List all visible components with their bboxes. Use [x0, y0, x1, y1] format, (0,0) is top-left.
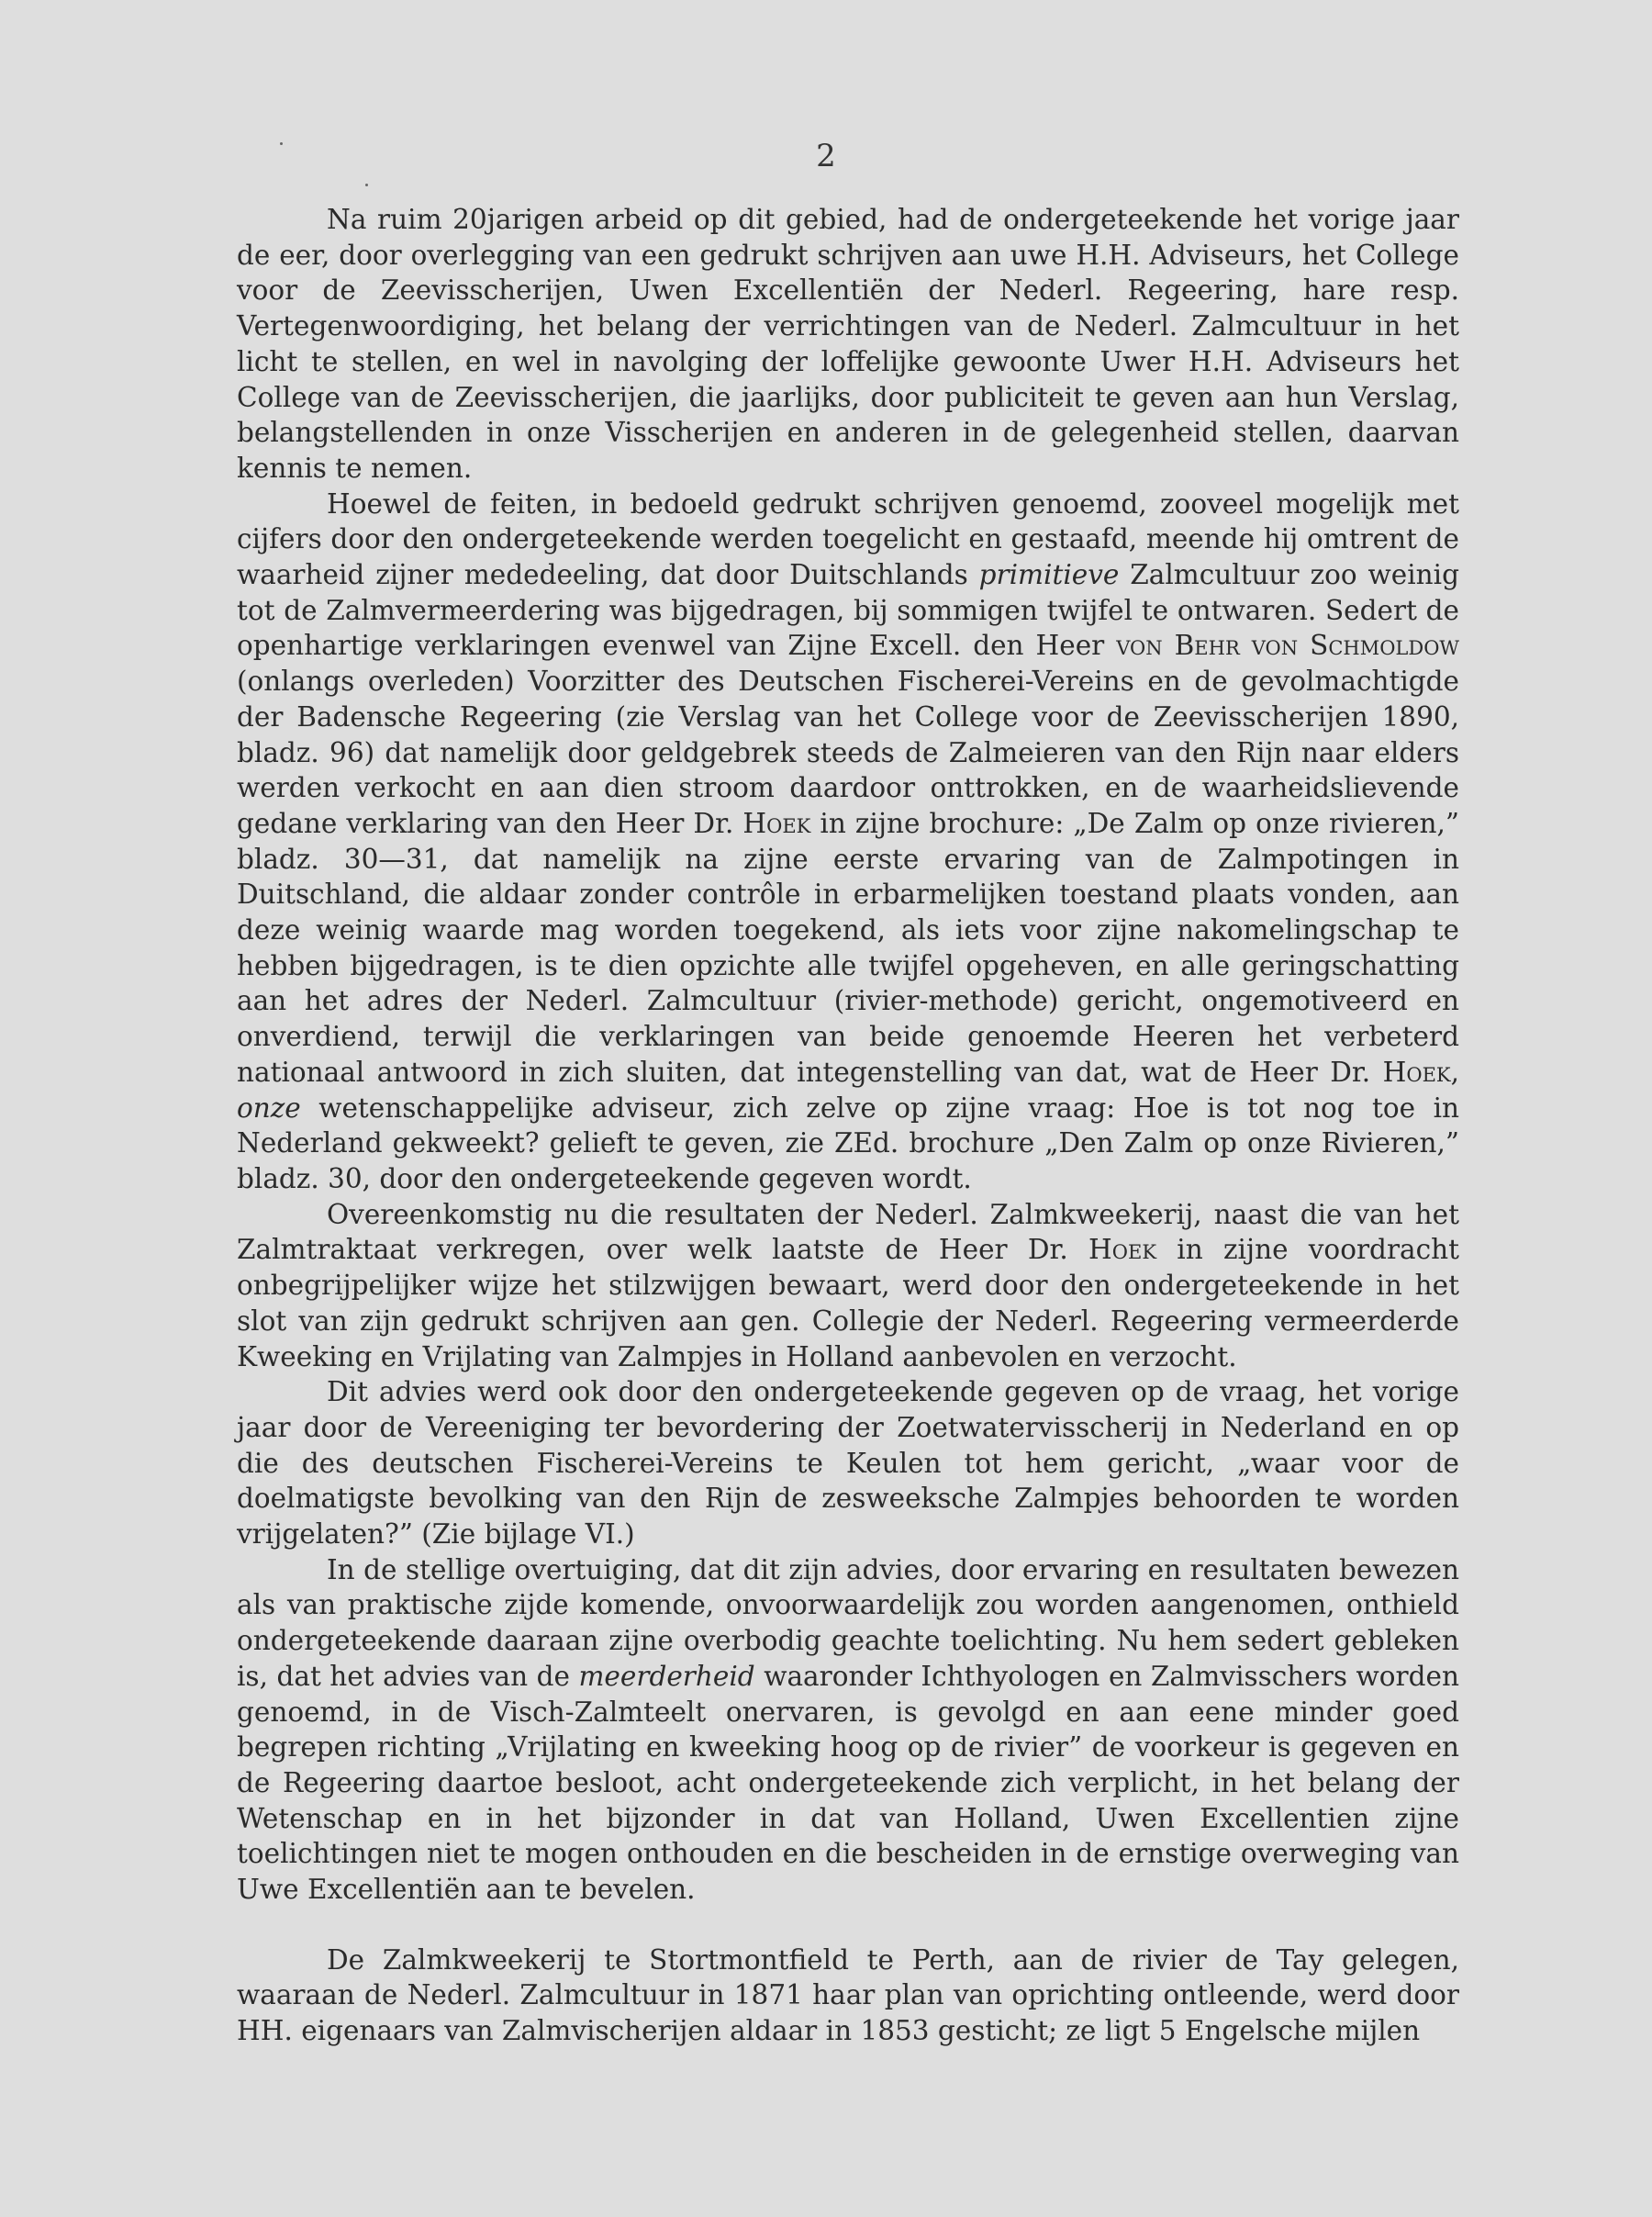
text-run: Hoewel de feiten, in bedoeld gedrukt schrijven genoemd, zooveel mogelijk met cijfers door den ondergeteekende werden toegelicht en gestaafd, meende hij omtrent de waarheid zijner mededeeling, dat door Duitschlands [237, 487, 1459, 591]
text-run: (onlangs overleden) Voorzitter des Deutschen Fischerei-Vereins en de gevolmachtigde der Badensche Regeering (zie Verslag van het College voor de Zeevisscherijen 1890, bladz. 96) dat namelijk door geldgebrek steeds de Zalmeieren van den Rijn naar elders werden verkocht en aan dien stroom daardoor onttrokken, en de waarheidslievende gedane verklaring van den Heer Dr. [237, 666, 1459, 839]
paragraph [237, 1374, 1459, 1552]
page-number: 2 [816, 138, 836, 174]
text-run: Zalmcultuur zoo weinig tot de Zalmvermeerdering was bijgedragen, bij sommigen twijfel te ontwaren. Sedert de openhartige verklaringen evenwel van Zijne Excell. den Heer [237, 559, 1460, 662]
small-caps-name: Hoek [1088, 1234, 1157, 1266]
text-run: Overeenkomstig nu die resultaten der Nederl. Zalmkweekerij, naast die van het Zalmtraktaat verkregen, over welk laatste de Heer Dr. [237, 1198, 1459, 1266]
italic-text: meerderheid [578, 1660, 755, 1692]
text-run: Dit advies werd ook door den ondergeteekende gegeven op de vraag, het vorige jaar door de Vereeniging ter bevordering der Zoetwatervisscherij in Nederland en op die des deutschen Fischerei-Vereins te Keulen tot hem gericht, „waar voor de doelmatigste bevolking van den Rijn de zesweeksche Zalmpjes behoorden te worden vrijgelaten?” (Zie bijlage VI.) [237, 1376, 1459, 1551]
italic-text: primitieve [978, 559, 1120, 591]
small-caps-name: von Behr von Schmoldow [1116, 630, 1460, 662]
paragraph [237, 487, 1459, 1197]
paper-speck [280, 142, 283, 145]
small-caps-name: Hoek [1382, 1056, 1451, 1088]
paper-speck [365, 184, 368, 186]
text-run: wetenschappelijke adviseur, zich zelve op zijne vraag: Hoe is tot nog toe in Nederland gekweekt? gelieft te geven, zie ZEd. brochure „Den Zalm op onze Rivieren,” bladz. 30, door den ondergeteekende gegeven wordt. [237, 1092, 1459, 1194]
text-run: In de stellige overtuiging, dat dit zijn advies, door ervaring en resultaten bewezen als van praktische zijde komende, onvoorwaardelijk zou worden aangenomen, onthield ondergeteekende daaraan zijne overbodig geachte toelichting. Nu hem sedert gebleken is, dat het advies van de [237, 1553, 1459, 1692]
text-run: Na ruim 20jarigen arbeid op dit gebied, had de ondergeteekende het vorige jaar de eer, door overlegging van een gedrukt schrijven aan uwe H.H. Adviseurs, het College voor de Zeevisscherijen, Uwen Excellentiën der Nederl. Regeering, hare resp. Vertegenwoordiging, het belang der verrichtingen van de Nederl. Zalmcultuur in het licht te stellen, en wel in navolging der loffelijke gewoonte Uwer H.H. Adviseurs het College van de Zeevisscherijen, die jaarlijks, door publiciteit te geven aan hun Verslag, belangstellenden in onze Visscherijen en anderen in de gelegenheid stellen, daarvan kennis te nemen. [237, 204, 1459, 484]
text-run: in zijne brochure: „De Zalm op onze rivieren,” bladz. 30—31, dat namelijk na zijne eerste ervaring van de Zalmpotingen in Duitschland, die aldaar zonder contrôle in erbarmelijken toestand plaats vonden, aan deze weinig waarde mag worden toegekend, als iets voor zijne nakomelingschap te hebben bijgedragen, is te dien opzichte alle twijfel opgeheven, en alle geringschatting aan het adres der Nederl. Zalmcultuur (rivier-methode) gericht, ongemotiveerd en onverdiend, terwijl die verklaringen van beide genoemde Heeren het verbeterd nationaal antwoord in zich sluiten, dat integenstelling van dat, wat de Heer Dr. [237, 807, 1459, 1088]
italic-text: onze [237, 1092, 301, 1124]
body-text [237, 202, 1459, 2049]
paragraph [237, 1943, 1459, 2049]
text-run: waaronder Ichthyologen en Zalmvisschers worden genoemd, in de Visch-Zalmteelt onervaren, is gevolgd en aan eene minder goed begrepen richting „Vrijlating en kweeking hoog op de rivier” de voorkeur is gegeven en de Regeering daartoe besloot, acht ondergeteekende zich verplicht, in het belang der Wetenschap en in het bijzonder in dat van Holland, Uwen Excellentien zijne toelichtingen niet te mogen onthouden en die bescheiden in de ernstige overweging van Uwe Excellentiën aan te bevelen. [237, 1660, 1459, 1906]
text-run: De Zalmkweekerij te Stortmontfield te Perth, aan de rivier de Tay gelegen, waaraan de Nederl. Zalmcultuur in 1871 haar plan van oprichting ontleende, werd door HH. eigenaars van Zalmvischerijen aldaar in 1853 gesticht; ze ligt 5 Engelsche mijlen [237, 1943, 1459, 2047]
text-run: , [1450, 1056, 1459, 1088]
paragraph [237, 202, 1459, 487]
paragraph [237, 1552, 1459, 1908]
text-run: in zijne voordracht onbegrijpelijker wijze het stilzwijgen bewaart, werd door den ondergeteekende in het slot van zijn gedrukt schrijven aan gen. Collegie der Nederl. Regeering vermeerderde Kweeking en Vrijlating van Zalmpjes in Holland aanbevolen en verzocht. [237, 1234, 1460, 1372]
paragraph [237, 1197, 1459, 1375]
small-caps-name: Hoek [742, 807, 811, 839]
